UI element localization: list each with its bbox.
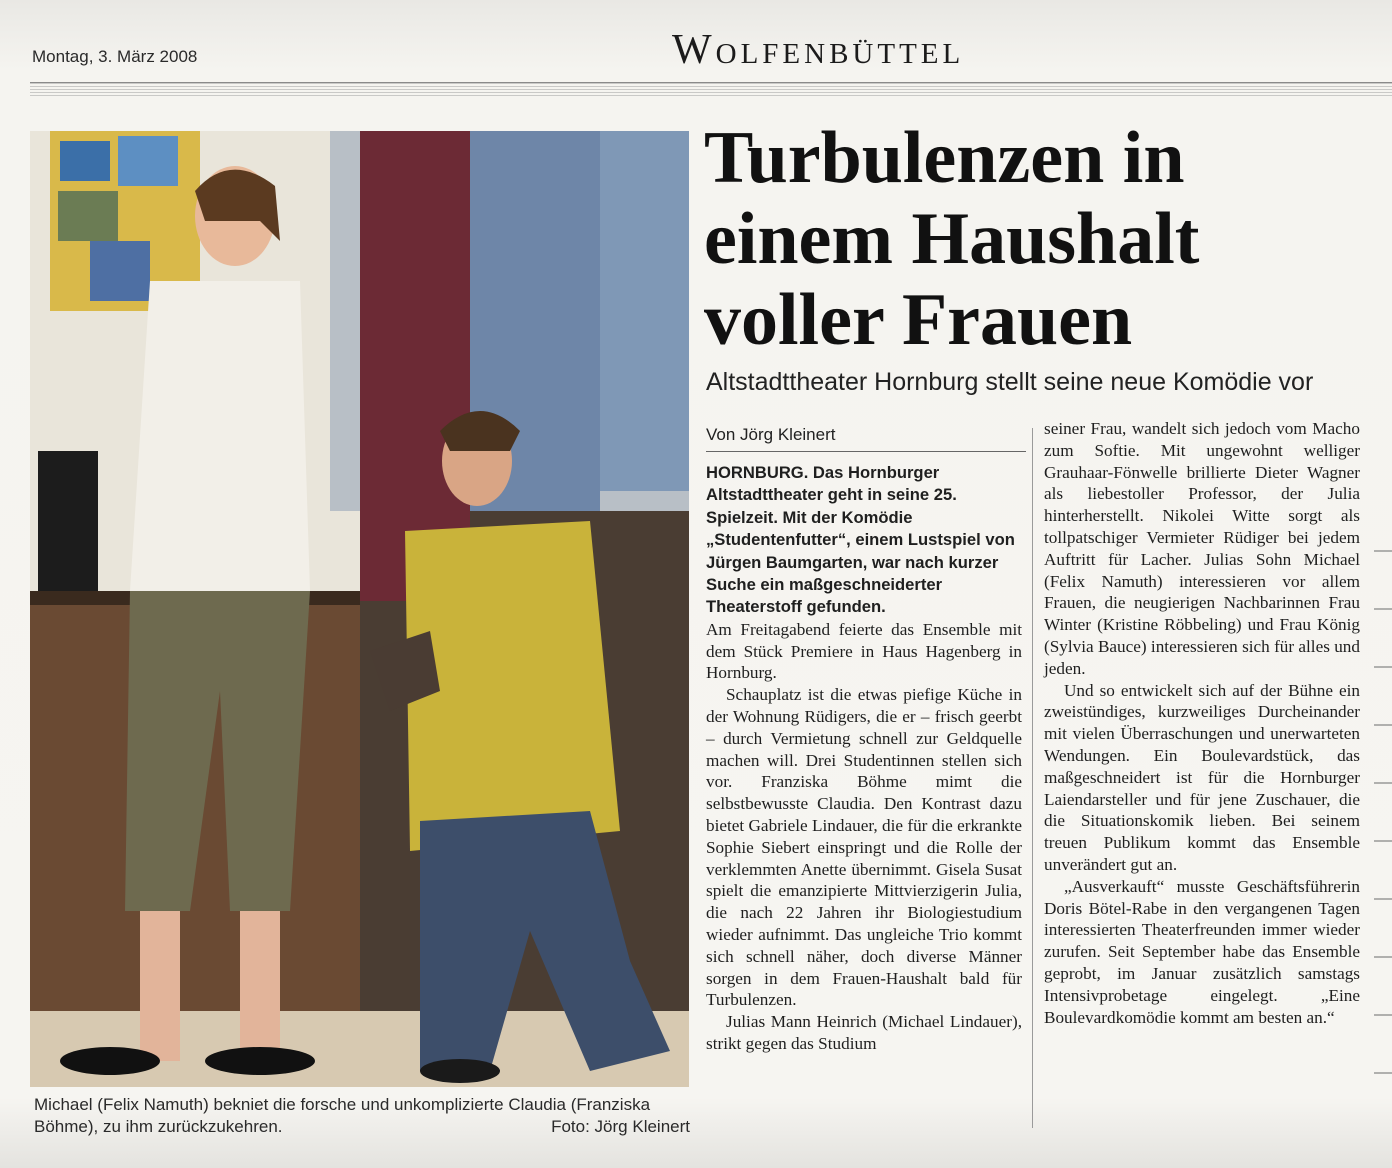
section-title: Wolfenbüttel xyxy=(672,27,965,73)
masthead-rule xyxy=(30,82,1392,97)
column-divider xyxy=(1032,428,1033,1128)
article-subhead: Altstadttheater Hornburg stellt seine neue Komödie vor xyxy=(706,368,1314,396)
article-column-1 xyxy=(706,462,1022,1055)
column2-paragraph-2: Und so entwickelt sich auf der Bühne ein zweistündiges, kurzweiliges Durcheinander mit vielen Überraschungen und unerwarteten Wendungen. Ein Boulevardstück, das maßgeschneidert ist für die Hornburger Laiendarsteller und für jene Zuschauer, die die Situationskomik lieben. Bei seinem treuen Publikum kommt das Ensemble unverändert gut an. xyxy=(1044,680,1360,874)
column2-paragraph-3: „Ausverkauft“ musste Geschäftsführerin Doris Bötel-Rabe in den vergangenen Tagen interessierten Theaterfreunden immer wieder zurufen. Seit September habe das Ensemble geprobt, im Januar zusätzlich samstags Intensivprobetage eingelegt. „Eine Boulevardkomödie kommt am besten an.“ xyxy=(1044,876,1360,1027)
column1-paragraph-2: Schauplatz ist die etwas piefige Küche in der Wohnung Rüdigers, die er – frisch geerbt – durch Vermietung schnell zur Geldquelle machen will. Drei Studentinnen stellen sich vor. Franziska Böhme mimt die selbstbewusste Claudia. Den Kontrast dazu bietet Gabriele Lindauer, die für die erkrankte Sophie Siebert einspringt und die Rolle der verklemmten Anette übernimmt. Gisela Susat spielt die emanzipierte Mittvierzigerin Julia, die nach 22 Jahren ihr Biologiestudium wieder aufnimmt. Das ungleiche Trio kommt sich schnell näher, doch diverse Männer sorgen in dem Frauen-Haushalt bald für Turbulenzen. xyxy=(706,685,1022,1010)
article-photo xyxy=(30,131,689,1087)
article-headline: Turbulenzen in einem Haushalt voller Frauen xyxy=(704,117,1200,361)
column2-paragraph-1: seiner Frau, wandelt sich jedoch vom Macho zum Softie. Mit ungewohnt welliger Grauhaar-Fönwelle brillierte Dieter Wagner als liebestoller Professor, der Julia hinterherstellt. Nikolei Witte sorgt als tollpatschiger Vermieter Rüdiger bei jedem Auftritt für Lacher. Julias Sohn Michael (Felix Namuth) interessieren vor allem Frauen, die neugierigen Nachbarinnen Frau Winter (Kristine Röbbeling) und Frau König (Sylvia Bauce) interessieren sich für alles und jeden. xyxy=(1044,419,1360,678)
column1-paragraph-3: Julias Mann Heinrich (Michael Lindauer), strikt gegen das Studium xyxy=(706,1012,1022,1053)
photo-caption-text: Michael (Felix Namuth) bekniet die forsche und unkomplizierte Claudia (Franziska Böhme), zu ihm zurückzukehren. xyxy=(34,1095,651,1136)
photo-caption xyxy=(34,1094,690,1138)
article-byline: Von Jörg Kleinert xyxy=(706,425,1026,452)
column1-paragraph-1: Am Freitagabend feierte das Ensemble mit dem Stück Premiere in Haus Hagenberg in Hornburg. xyxy=(706,619,1022,683)
issue-date: Montag, 3. März 2008 xyxy=(32,47,198,66)
stage-scene-illustration xyxy=(30,131,689,1087)
article-lead: HORNBURG. Das Hornburger Altstadttheater geht in seine 25. Spielzeit. Mit der Komödie „Studentenfutter“, einem Lustspiel von Jürgen Baumgarten, war nach kurzer Suche ein maßgeschneiderter Theaterstoff gefunden. xyxy=(706,463,1015,617)
adjacent-article-fragment xyxy=(1374,520,1392,1120)
photo-credit: Foto: Jörg Kleinert xyxy=(551,1117,690,1136)
article-column-2 xyxy=(1044,418,1360,1028)
